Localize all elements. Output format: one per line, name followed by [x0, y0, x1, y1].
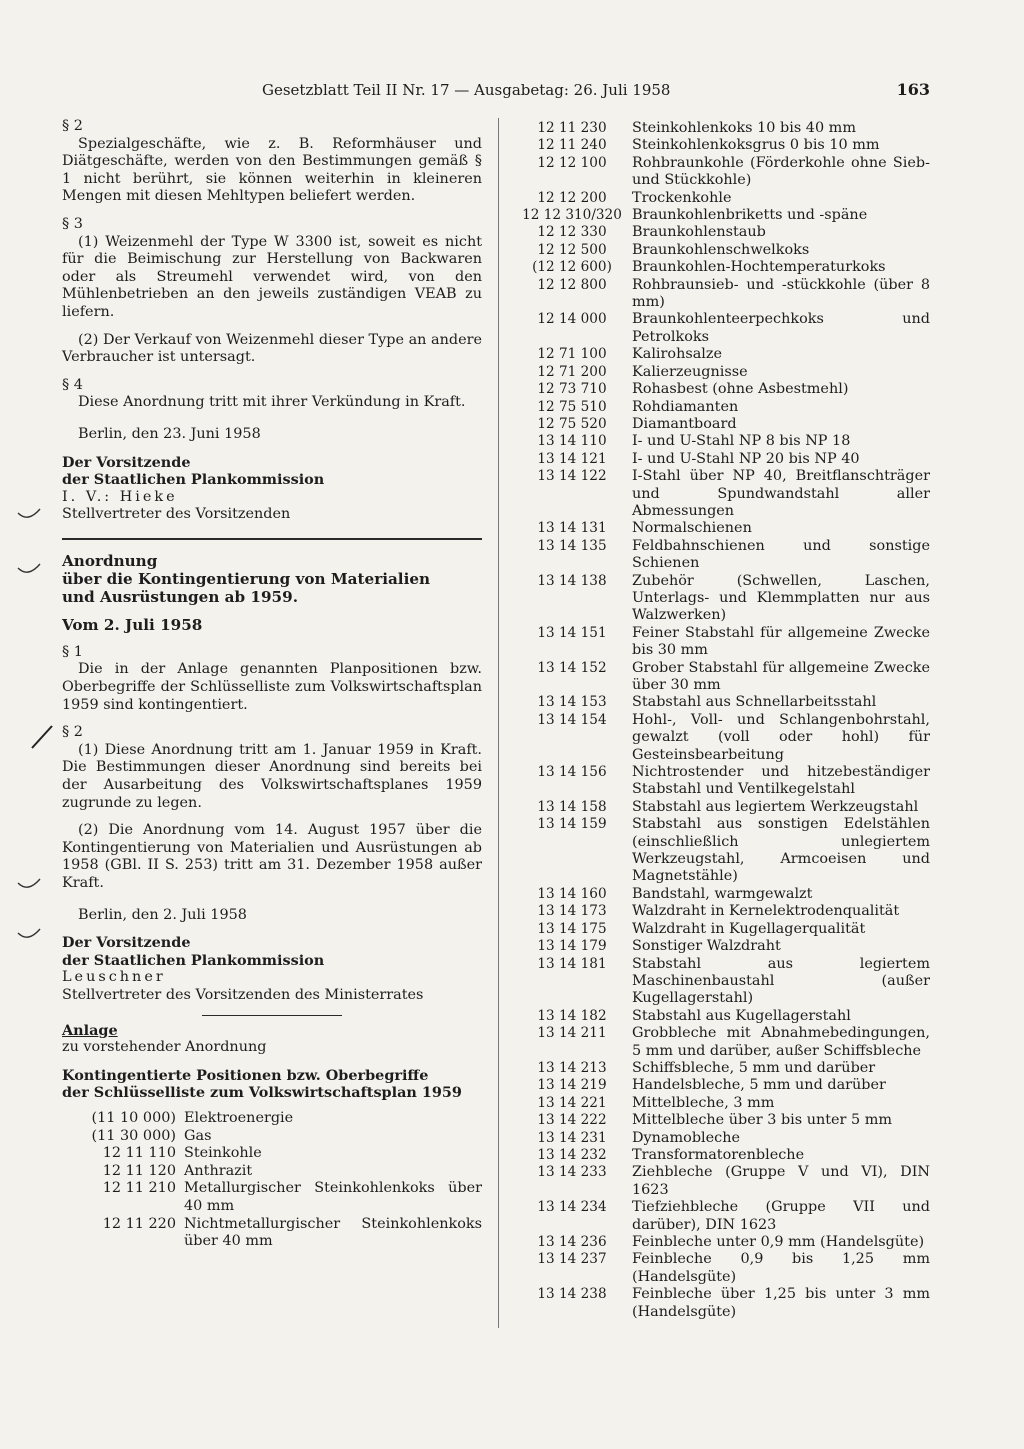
list-item — [512, 764, 930, 799]
item-description: I- und U-Stahl NP 8 bis NP 18 — [632, 433, 851, 450]
list-item — [512, 311, 930, 346]
item-description: Rohdiamanten — [632, 398, 739, 415]
item-description: Elektroenergie — [184, 1109, 294, 1126]
annex-heading: Anlage — [62, 1021, 118, 1039]
list-item — [512, 451, 930, 468]
item-description: Rohasbest (ohne Asbestmehl) — [632, 381, 849, 398]
item-code: 12 12 330 — [537, 224, 607, 241]
item-description: I- und U-Stahl NP 20 bis NP 40 — [632, 450, 860, 467]
item-code: 12 11 240 — [537, 137, 607, 154]
item-code: 13 14 131 — [537, 520, 607, 537]
item-description: Stabstahl aus legiertem Werkzeugstahl — [632, 798, 919, 815]
list-item — [512, 1286, 930, 1321]
list-item — [512, 346, 930, 363]
list-item — [62, 1128, 482, 1146]
item-description: Feinbleche 0,9 bis 1,25 mm (Handelsgüte) — [632, 1251, 930, 1285]
list-item — [512, 520, 930, 537]
item-code: 12 12 500 — [537, 241, 607, 258]
section-heading-2: § 2 — [62, 118, 83, 134]
list-item — [512, 259, 930, 276]
item-code: 12 11 220 — [102, 1215, 176, 1232]
item-code: 12 12 200 — [537, 189, 607, 206]
list-item — [512, 799, 930, 816]
item-code: 12 14 000 — [537, 311, 607, 328]
item-code: 13 14 158 — [537, 798, 607, 815]
column-divider — [498, 118, 499, 1328]
item-description: Tiefziehbleche (Gruppe VII und darüber), DIN 1623 — [632, 1199, 930, 1233]
item-description: Stabstahl aus sonstigen Edelstählen (einschließlich unlegiertem Werkzeugstahl, Armcoeisen und Magnetstähle) — [632, 816, 930, 885]
item-code: 12 75 520 — [537, 415, 607, 432]
item-description: Braunkohlenbriketts und -späne — [632, 207, 868, 224]
item-description: Mittelbleche, 3 mm — [632, 1094, 775, 1111]
list-item — [512, 1095, 930, 1112]
item-description: Kalierzeugnisse — [632, 363, 748, 380]
list-item — [512, 364, 930, 381]
list-item — [512, 1199, 930, 1234]
list-item — [512, 207, 930, 224]
ordinance-title-line-1: Anordnung — [62, 551, 158, 570]
item-description: Steinkohle — [184, 1145, 262, 1162]
item-description: Stabstahl aus Schnellarbeitsstahl — [632, 694, 877, 711]
item-code: 13 14 221 — [537, 1094, 607, 1111]
ordinance-title-line-3: und Ausrüstungen ab 1959. — [62, 587, 298, 606]
list-item — [512, 921, 930, 938]
annex-rule — [202, 1015, 342, 1016]
list-title-1: Kontingentierte Positionen bzw. Oberbegriffe — [62, 1066, 429, 1084]
list-item — [512, 1077, 930, 1094]
item-code: 13 14 219 — [537, 1077, 607, 1094]
item-code: 13 14 156 — [537, 764, 607, 781]
section-heading-4: § 4 — [62, 376, 83, 393]
list-item — [512, 416, 930, 433]
item-code: 12 73 710 — [537, 381, 607, 398]
margin-tick-mark — [14, 560, 44, 580]
item-description: Braunkohlenstaub — [632, 224, 766, 241]
section-2-text: Spezialgeschäfte, wie z. B. Reformhäuser und Diätgeschäfte, werden von den Bestimmungen gemäß § 1 nicht berührt, sie können weiterhin in kleineren Mengen mit diesen Mehltypen beliefert werden. — [62, 135, 482, 205]
list-item — [512, 120, 930, 137]
list-item — [512, 1251, 930, 1286]
item-code: 13 14 179 — [537, 938, 607, 955]
item-description: Stabstahl aus Kugellagerstahl — [632, 1007, 851, 1024]
list-item — [62, 1163, 482, 1181]
item-code: 13 14 237 — [537, 1251, 607, 1268]
list-item — [512, 1234, 930, 1251]
item-code: 13 14 175 — [537, 920, 607, 937]
item-code: 12 75 510 — [537, 398, 607, 415]
section-3-paragraph-2: (2) Der Verkauf von Weizenmehl dieser Type an andere Verbraucher ist untersagt. — [62, 331, 482, 366]
list-item — [512, 694, 930, 711]
item-code: (11 30 000) — [91, 1127, 176, 1144]
item-description: Metallurgischer Steinkohlenkoks über 40 mm — [184, 1180, 482, 1214]
item-description: Bandstahl, warmgewalzt — [632, 885, 813, 902]
list-item — [512, 1025, 930, 1060]
list-item — [512, 468, 930, 520]
item-code: 12 71 200 — [537, 363, 607, 380]
list-item — [512, 886, 930, 903]
item-code: 13 14 154 — [537, 711, 607, 728]
item-description: Sonstiger Walzdraht — [632, 938, 781, 955]
list-item — [512, 1112, 930, 1129]
item-code: (12 12 600) — [532, 259, 612, 276]
item-description: Braunkohlenschwelkoks — [632, 241, 810, 258]
item-description: Ziehbleche (Gruppe V und VI), DIN 1623 — [632, 1164, 930, 1198]
item-code: 13 14 211 — [537, 1025, 607, 1042]
item-description: Rohbraunsieb- und -stückkohle (über 8 mm) — [632, 276, 930, 311]
ordinance-date: Vom 2. Juli 1958 — [62, 615, 203, 634]
list-item — [62, 1110, 482, 1128]
item-description: Handelsbleche, 5 mm und darüber — [632, 1077, 886, 1094]
item-description: Normalschienen — [632, 520, 752, 537]
list-item — [512, 903, 930, 920]
item-code: 13 14 182 — [537, 1007, 607, 1024]
item-code: 13 14 153 — [537, 694, 607, 711]
item-code: 13 14 122 — [537, 468, 607, 485]
item-code: 13 14 232 — [537, 1146, 607, 1163]
item-description: Schiffsbleche, 5 mm und darüber — [632, 1059, 876, 1076]
ordinance-section-heading-1: § 1 — [62, 643, 83, 660]
section-4-text: Diese Anordnung tritt mit ihrer Verkündung in Kraft. — [78, 394, 466, 411]
list-item — [62, 1145, 482, 1163]
list-item — [512, 660, 930, 695]
item-description: Grober Stabstahl für allgemeine Zwecke über 30 mm — [632, 659, 930, 693]
ordinance-title-line-2: über die Kontingentierung von Materialien — [62, 569, 431, 588]
item-description: Gas — [184, 1127, 212, 1144]
item-description: Walzdraht in Kugellagerqualität — [632, 920, 866, 937]
list-item — [512, 155, 930, 190]
item-code: 13 14 135 — [537, 537, 607, 554]
list-item — [512, 1147, 930, 1164]
ordinance-section-heading-2: § 2 — [62, 724, 83, 741]
item-code: 13 14 233 — [537, 1164, 607, 1181]
ordinance-section-1-text: Die in der Anlage genannten Planpositionen bzw. Oberbegriffe der Schlüsselliste zum Volkswirtschaftsplan 1959 sind kontingentiert. — [62, 661, 482, 713]
page-header — [262, 80, 930, 99]
list-item — [512, 381, 930, 398]
list-item — [512, 433, 930, 450]
item-description: Steinkohlenkoks 10 bis 40 mm — [632, 120, 856, 136]
annex-subtitle: zu vorstehender Anordnung — [62, 1039, 267, 1056]
margin-tick-mark — [14, 505, 44, 525]
page-number: 163 — [896, 80, 930, 99]
list-item — [512, 1130, 930, 1147]
signature-1-name: I. V.: Hieke — [62, 488, 178, 505]
signature-2-office: der Staatlichen Plankommission — [62, 951, 325, 969]
item-description: Feinbleche über 1,25 bis unter 3 mm (Handelsgüte) — [632, 1286, 930, 1320]
item-description: Steinkohlenkoksgrus 0 bis 10 mm — [632, 137, 880, 154]
margin-tick-mark — [14, 875, 44, 895]
item-code: 12 11 120 — [102, 1162, 176, 1179]
item-description: Nichtmetallurgischer Steinkohlenkoks über 40 mm — [184, 1215, 482, 1250]
item-description: I-Stahl über NP 40, Breitflanschträger und Spundwandstahl aller Abmessungen — [632, 468, 930, 519]
signature-2-role: Stellvertreter des Vorsitzenden des Ministerrates — [62, 986, 424, 1003]
item-code: 13 14 236 — [537, 1234, 607, 1250]
item-description: Kalirohsalze — [632, 346, 723, 363]
list-item — [512, 712, 930, 764]
item-code: 13 14 238 — [537, 1286, 607, 1303]
item-description: Feinbleche unter 0,9 mm (Handelsgüte) — [632, 1234, 925, 1250]
header-title: Gesetzblatt Teil II Nr. 17 — Ausgabetag: 26. Juli 1958 — [262, 81, 671, 99]
item-code: 13 14 121 — [537, 450, 607, 467]
item-code: 13 14 110 — [537, 433, 607, 450]
item-code: 12 11 230 — [537, 120, 607, 136]
list-item — [62, 1216, 482, 1251]
signature-1-role: Stellvertreter des Vorsitzenden — [62, 506, 291, 523]
signature-1-title: Der Vorsitzende — [62, 453, 191, 471]
place-date-2: Berlin, den 2. Juli 1958 — [78, 906, 247, 923]
item-code: 12 12 800 — [537, 276, 607, 293]
item-code: 12 12 100 — [537, 154, 607, 171]
item-code: 13 14 222 — [537, 1112, 607, 1129]
list-item — [512, 816, 930, 886]
item-code: 13 14 152 — [537, 659, 607, 676]
list-item — [512, 190, 930, 207]
list-item — [512, 224, 930, 241]
list-item — [512, 1164, 930, 1199]
item-description: Grobbleche mit Abnahmebedingungen, 5 mm und darüber, außer Schiffsbleche — [632, 1025, 930, 1059]
ordinance-section-2-paragraph-2: (2) Die Anordnung vom 14. August 1957 über die Kontingentierung von Materialien und Ausrüstungen ab 1958 (GBl. II S. 253) tritt am 31. Dezember 1958 außer Kraft. — [62, 822, 482, 891]
list-item — [512, 1060, 930, 1077]
item-code: 13 14 213 — [537, 1059, 607, 1076]
item-description: Nichtrostender und hitzebeständiger Stabstahl und Ventilkegelstahl — [632, 764, 930, 798]
item-code: 13 14 181 — [537, 955, 607, 972]
item-code: 13 14 234 — [537, 1199, 607, 1216]
signature-2-title: Der Vorsitzende — [62, 934, 191, 952]
item-description: Hohl-, Voll- und Schlangenbohrstahl, gewalzt (voll oder hohl) für Gesteinsbearbeitung — [632, 711, 930, 763]
item-code: 13 14 231 — [537, 1129, 607, 1146]
ordinance-section-2-paragraph-1: (1) Diese Anordnung tritt am 1. Januar 1959 in Kraft. Die Bestimmungen dieser Anordnung sind bereits bei der Ausarbeitung des Volkswirtschaftsplanes 1959 zugrunde zu legen. — [62, 741, 482, 811]
item-description: Rohbraunkohle (Förderkohle ohne Sieb- und Stückkohle) — [632, 154, 930, 189]
item-description: Zubehör (Schwellen, Laschen, Unterlags- und Klemmplatten nur aus Walzwerken) — [632, 572, 930, 624]
margin-slash-mark — [28, 722, 56, 752]
item-code: 13 14 159 — [537, 816, 607, 833]
left-column — [62, 118, 482, 1251]
list-item — [512, 242, 930, 259]
item-code: 12 12 310/320 — [522, 207, 622, 224]
list-title-2: der Schlüsselliste zum Volkswirtschaftsplan 1959 — [62, 1084, 462, 1102]
list-item — [62, 1180, 482, 1215]
list-item — [512, 538, 930, 573]
signature-1-office: der Staatlichen Plankommission — [62, 471, 325, 489]
item-code: 13 14 173 — [537, 903, 607, 920]
item-code: 13 14 151 — [537, 624, 607, 641]
item-code: 13 14 160 — [537, 885, 607, 902]
section-3-paragraph-1: (1) Weizenmehl der Type W 3300 ist, soweit es nicht für die Beimischung zur Herstellung von Backwaren oder als Streumehl verwendet wird, von den Mühlenbetrieben an den jeweils zuständigen VEAB zu liefern. — [62, 233, 482, 320]
item-code: 12 11 210 — [102, 1180, 176, 1197]
list-item — [512, 938, 930, 955]
position-list-left — [62, 1110, 482, 1251]
list-item — [512, 277, 930, 312]
list-item — [512, 956, 930, 1008]
item-description: Transformatorenbleche — [632, 1146, 805, 1163]
list-item — [512, 1008, 930, 1025]
right-column — [512, 120, 930, 1321]
item-description: Dynamobleche — [632, 1129, 741, 1146]
item-description: Braunkohlenteerpechkoks und Petrolkoks — [632, 311, 930, 345]
item-code: 13 14 138 — [537, 572, 607, 589]
item-description: Braunkohlen-Hochtemperaturkoks — [632, 259, 886, 276]
item-description: Walzdraht in Kernelektrodenqualität — [632, 903, 900, 920]
list-item — [512, 573, 930, 625]
signature-2-name: Leuschner — [62, 969, 166, 986]
item-code: (11 10 000) — [91, 1109, 176, 1126]
item-description: Stabstahl aus legiertem Maschinenbaustahl (außer Kugellagerstahl) — [632, 955, 930, 1007]
section-separator — [62, 538, 482, 540]
section-heading-3: § 3 — [62, 215, 83, 232]
item-code: 12 11 110 — [102, 1145, 176, 1162]
item-description: Diamantboard — [632, 415, 737, 432]
item-description: Feldbahnschienen und sonstige Schienen — [632, 537, 930, 572]
item-description: Anthrazit — [184, 1162, 253, 1179]
place-date-1: Berlin, den 23. Juni 1958 — [78, 425, 261, 442]
item-description: Trockenkohle — [632, 189, 732, 206]
item-code: 12 71 100 — [537, 346, 607, 363]
item-description: Mittelbleche über 3 bis unter 5 mm — [632, 1112, 893, 1129]
list-item — [512, 625, 930, 660]
list-item — [512, 399, 930, 416]
list-item — [512, 137, 930, 154]
item-description: Feiner Stabstahl für allgemeine Zwecke bis 30 mm — [632, 624, 930, 659]
margin-tick-mark — [14, 925, 44, 945]
